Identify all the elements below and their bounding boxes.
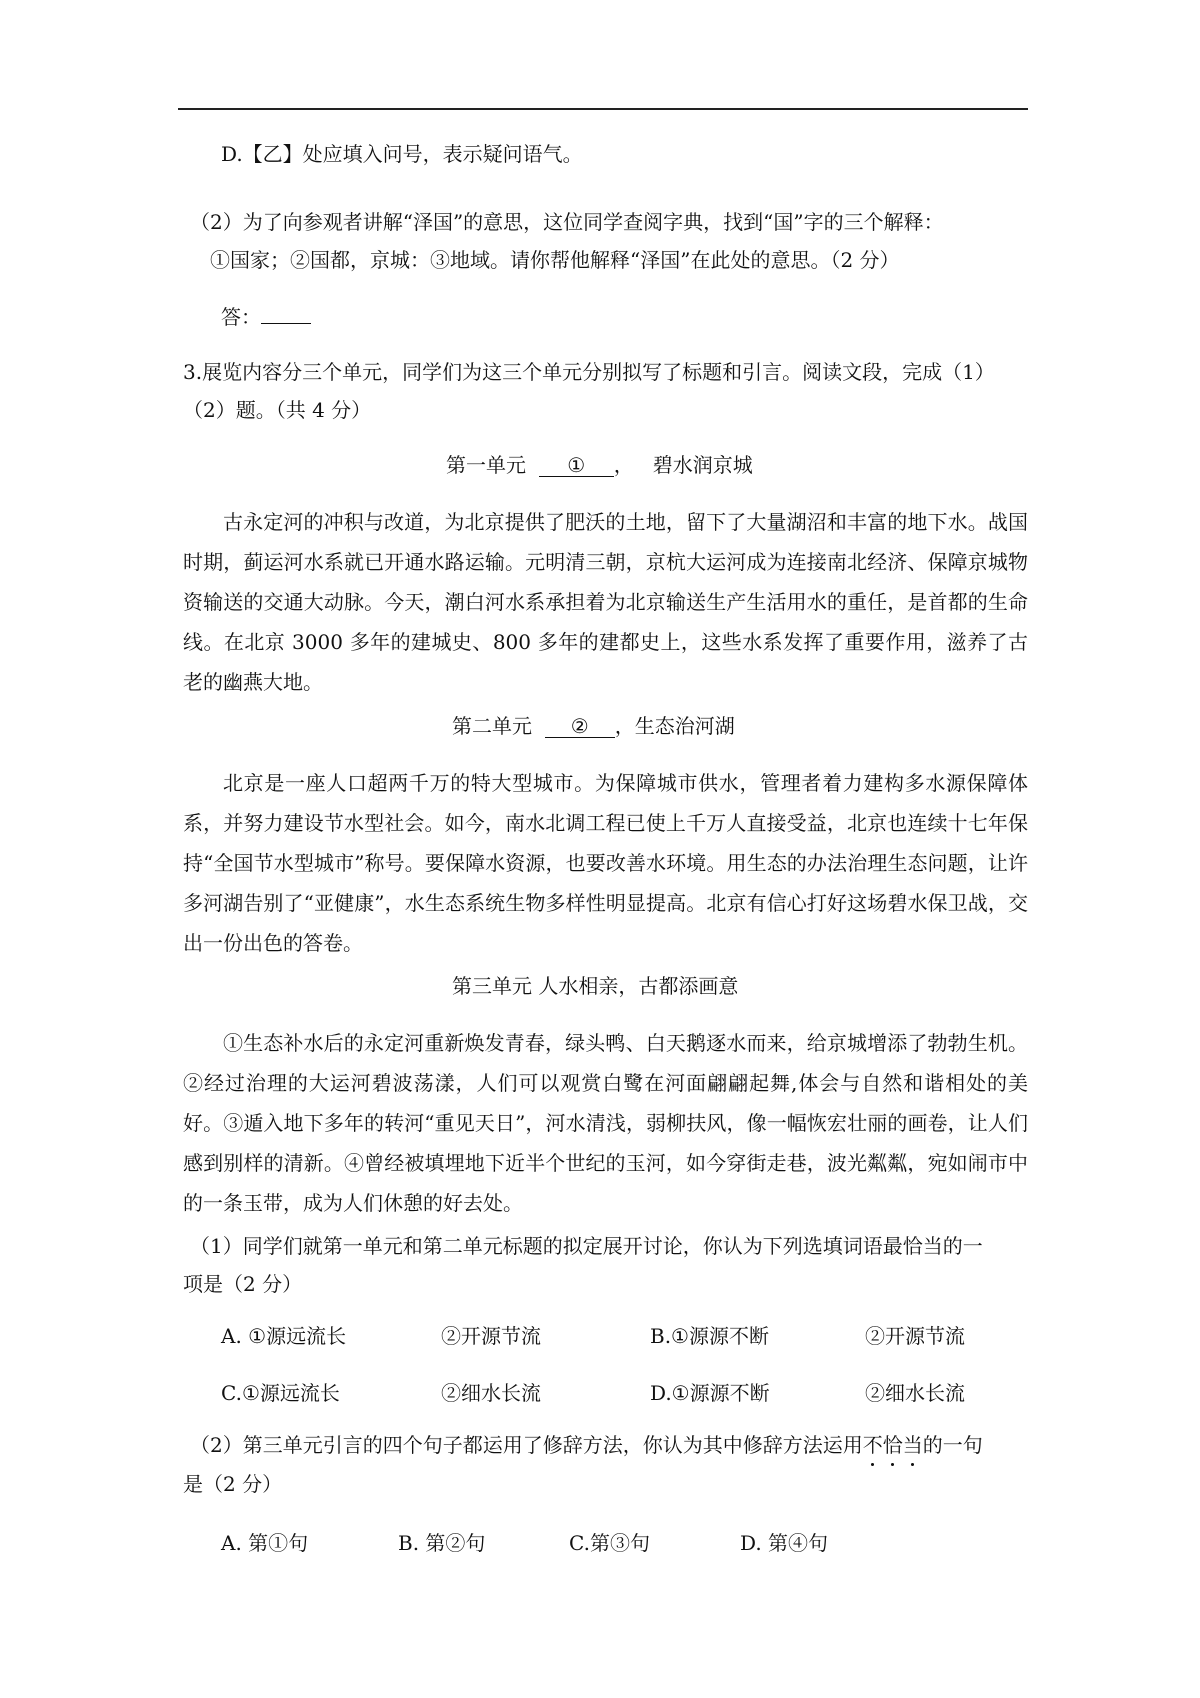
sub1-option-b-2: ②开源节流 bbox=[865, 1324, 965, 1348]
sub2-line1-post: 的一句 bbox=[922, 1433, 983, 1457]
q3-stem-line2: （2）题。（共 4 分） bbox=[183, 398, 372, 422]
q2-answer-line bbox=[221, 303, 311, 331]
unit1-suffix: 碧水润京城 bbox=[652, 453, 753, 477]
sub1-line2: 项是（2 分） bbox=[183, 1272, 303, 1296]
emphasis-char-2: 恰 bbox=[882, 1433, 903, 1457]
unit1-text: 古永定河的冲积与改道，为北京提供了肥沃的土地，留下了大量湖沼和丰富的地下水。战国时期，蓟运河水系就已开通水路运输。元明清三朝，京杭大运河成为连接南北经济、保障京城物资输送的交通大动脉。今天，潮白河水系承担着为北京输送生产生活用水的重任，是首都的生命线。在北京 3000 多年的建城史、800 多年的建都史上，这些水系发挥了重要作用，滋养了古老的幽燕大地。 bbox=[183, 510, 1028, 694]
sub2-line2: 是（2 分） bbox=[183, 1472, 283, 1496]
sub2-option-c[interactable]: C.第③句 bbox=[569, 1531, 650, 1555]
unit3-title: 第三单元 人水相亲，古都添画意 bbox=[452, 974, 739, 998]
unit2-blank: ② bbox=[545, 715, 615, 738]
sub1-option-c-2: ②细水长流 bbox=[441, 1381, 541, 1405]
sub2-line1-pre: （2）第三单元引言的四个句子都运用了修辞方法，你认为其中修辞方法运用 bbox=[190, 1433, 863, 1457]
sub2-option-d[interactable]: D. 第④句 bbox=[740, 1531, 829, 1555]
unit2-title bbox=[452, 712, 735, 740]
sub2-line1 bbox=[190, 1431, 983, 1459]
sub1-option-c-1[interactable]: C.①源远流长 bbox=[221, 1381, 340, 1405]
q2-sub2-line2: ①国家；②国都，京城：③地域。请你帮他解释“泽国”在此处的意思。（2 分） bbox=[210, 248, 900, 272]
sub2-option-b[interactable]: B. 第②句 bbox=[398, 1531, 486, 1555]
unit2-suffix: ，生态治河湖 bbox=[614, 714, 735, 738]
sub1-line1: （1）同学们就第一单元和第二单元标题的拟定展开讨论，你认为下列选填词语最恰当的一 bbox=[190, 1234, 983, 1258]
unit2-prefix: 第二单元 bbox=[452, 714, 532, 738]
sub1-option-d-2: ②细水长流 bbox=[865, 1381, 965, 1405]
q3-stem-line1: 3.展览内容分三个单元，同学们为这三个单元分别拟写了标题和引言。阅读文段，完成（1） bbox=[183, 360, 995, 384]
sub1-option-b-1[interactable]: B.①源源不断 bbox=[650, 1324, 769, 1348]
unit1-title bbox=[446, 451, 753, 479]
unit1-blank: ① bbox=[539, 454, 614, 477]
q2-sub2-line1: （2）为了向参观者讲解“泽国”的意思，这位同学查阅字典，找到“国”字的三个解释： bbox=[190, 210, 944, 234]
sub2-option-a[interactable]: A. 第①句 bbox=[221, 1531, 309, 1555]
answer-label: 答： bbox=[221, 305, 261, 329]
unit3-text: ①生态补水后的永定河重新焕发青春，绿头鸭、白天鹅逐水而来，给京城增添了勃勃生机。②经过治理的大运河碧波荡漾，人们可以观赏白鹭在河面翩翩起舞,体会与自然和谐相处的美好。③遁入地下多年的转河“重见天日”，河水清浅，弱柳扶风，像一幅恢宏壮丽的画卷，让人们感到别样的清新。④曾经被填埋地下近半个世纪的玉河，如今穿街走巷，波光粼粼，宛如闹市中的一条玉带，成为人们休憩的好去处。 bbox=[183, 1031, 1028, 1215]
unit1-comma: ， bbox=[613, 453, 634, 477]
unit2-text: 北京是一座人口超两千万的特大型城市。为保障城市供水，管理者着力建构多水源保障体系，并努力建设节水型社会。如今，南水北调工程已使上千万人直接受益，北京也连续十七年保持“全国节水型城市”称号。要保障水资源，也要改善水环境。用生态的办法治理生态问题，让许多河湖告别了“亚健康”，水生态系统生物多样性明显提高。北京有信心打好这场碧水保卫战，交出一份出色的答卷。 bbox=[183, 771, 1028, 955]
sub1-option-a-1[interactable]: A. ①源远流长 bbox=[221, 1324, 347, 1348]
header-rule bbox=[178, 108, 1028, 110]
answer-blank[interactable] bbox=[261, 323, 311, 324]
q2-option-d: D.【乙】处应填入问号，表示疑问语气。 bbox=[221, 142, 583, 166]
emphasis-char-3: 当 bbox=[902, 1433, 923, 1457]
emphasis-char-1: 不 bbox=[862, 1433, 883, 1457]
sub1-option-d-1[interactable]: D.①源源不断 bbox=[650, 1381, 770, 1405]
unit1-prefix: 第一单元 bbox=[446, 453, 526, 477]
sub1-option-a-2: ②开源节流 bbox=[441, 1324, 541, 1348]
